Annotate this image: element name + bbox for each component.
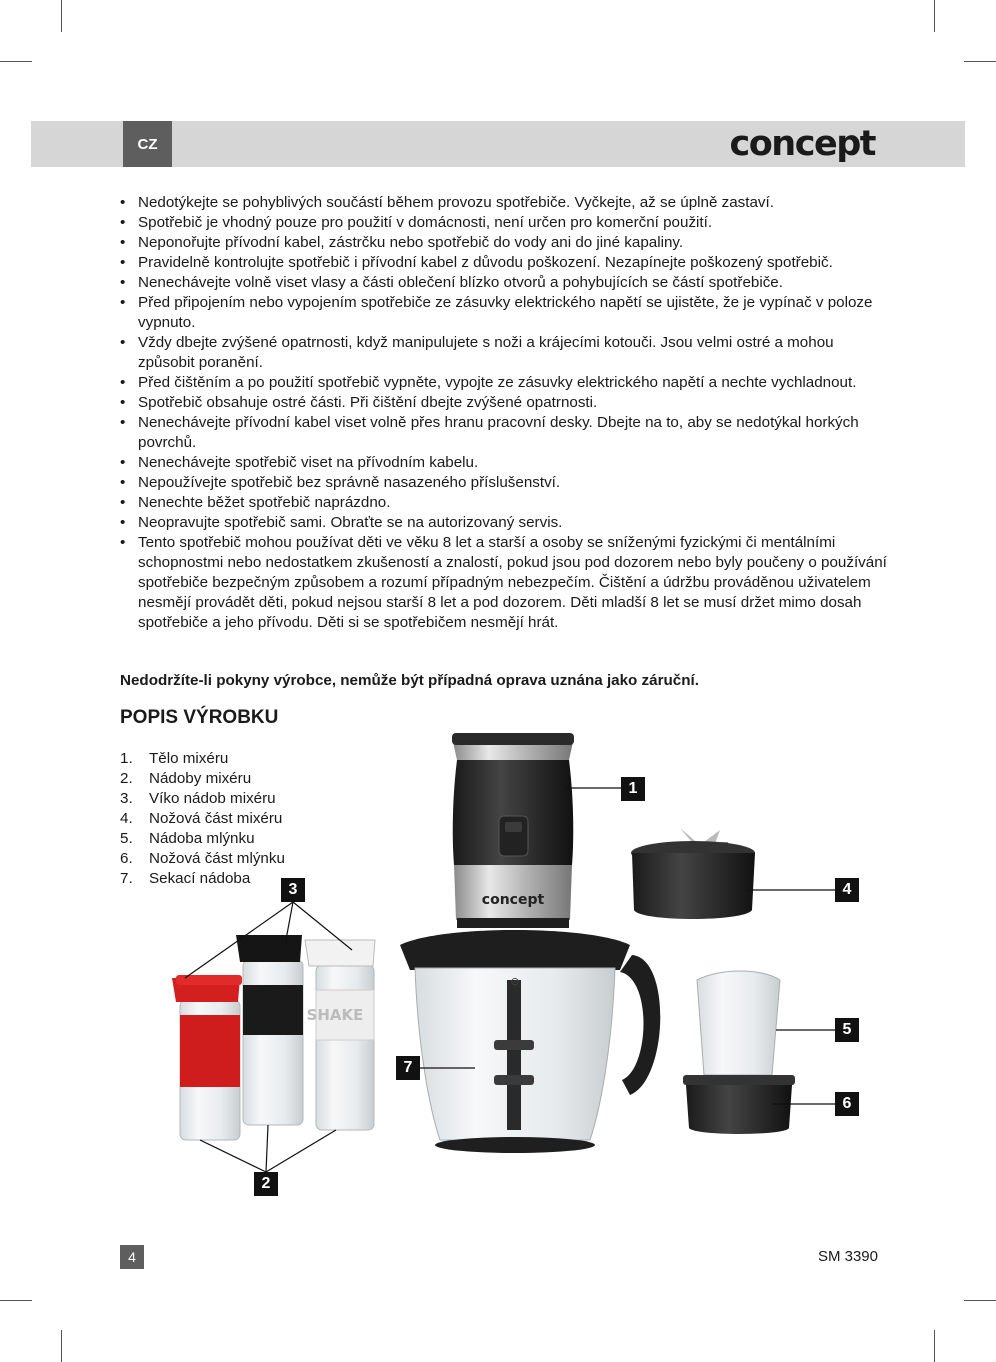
warning-item: • Nenechávejte spotřebič viset na přívodním kabelu. (118, 453, 888, 473)
warning-item: • Nenechávejte volně viset vlasy a části oblečení blízko otvorů a pohybujících se částí spotřebiče. (118, 273, 888, 293)
part-number: 4. (120, 810, 133, 827)
part-number: 7. (120, 870, 133, 887)
warning-item: • Nedotýkejte se pohyblivých součástí během provozu spotřebiče. Vyčkejte, až se úplně zastaví. (118, 193, 888, 213)
brand-logo: concept (729, 124, 875, 164)
bottle-text: SHAKE (306, 1006, 364, 1024)
part-number: 1. (120, 750, 133, 767)
warning-item: • Neopravujte spotřebič sami. Obraťte se na autorizovaný servis. (118, 513, 888, 533)
warning-item: • Pravidelně kontrolujte spotřebič i přívodní kabel z důvodu poškození. Nezapínejte poškozený spotřebič. (118, 253, 888, 273)
warning-item: • Neponořujte přívodní kabel, zástrčku nebo spotřebič do vody ani do jiné kapaliny. (118, 233, 888, 253)
warranty-notice: Nedodržíte-li pokyny výrobce, nemůže být případná oprava uznána jako záruční. (120, 672, 699, 689)
model-number: SM 3390 (817, 1248, 878, 1265)
part-number: 6. (120, 850, 133, 867)
chopping-bowl (400, 930, 660, 1153)
part-label: Víko nádob mixéru (149, 790, 276, 807)
part-number: 3. (120, 790, 133, 807)
callout-7: 7 (396, 1056, 420, 1080)
part-label: Nádoby mixéru (149, 770, 252, 787)
callout-5: 5 (835, 1018, 859, 1042)
callout-1: 1 (621, 777, 645, 801)
warning-item: • Nepoužívejte spotřebič bez správně nasazeného příslušenství. (118, 473, 888, 493)
page-number: 4 (120, 1245, 144, 1269)
part-number: 5. (120, 830, 133, 847)
warning-item: • Spotřebič je vhodný pouze pro použití v domácnosti, není určen pro komerční použití. (118, 213, 888, 233)
part-label: Nožová část mixéru (149, 810, 283, 827)
warning-item: • Spotřebič obsahuje ostré části. Při čištění dbejte zvýšené opatrnosti. (118, 393, 888, 413)
warning-item: • Před připojením nebo vypojením spotřebiče ze zásuvky elektrického napětí se ujistěte, že je vypínač v poloze vypnuto. (118, 293, 888, 333)
callout-2: 2 (254, 1172, 278, 1196)
part-label: Tělo mixéru (149, 750, 229, 767)
warning-item: • Před čištěním a po použití spotřebič vypněte, vypojte ze zásuvky elektrického napětí a nechte vychladnout. (118, 373, 888, 393)
warning-item: • Tento spotřebič mohou používat děti ve věku 8 let a starší a osoby se sníženými fyzickými či mentálními schopnostmi nebo nedostatkem zkušeností a znalostí, pokud jsou pod dozorem nebo byly poučeny o používání spotřebiče bezpečným způsobem a rozumí případným nebezpečím. Čištění a údržbu prováděnou uživatelem nesmějí provádět děti, pokud nejsou starší 8 let a pod dozorem. Děti mladší 8 let se musí držet mimo dosah spotřebiče a jeho přívodu. Děti si se spotřebičem nesmějí hrát. (118, 533, 888, 633)
warning-item: • Nenechávejte přívodní kabel viset volně přes hranu pracovní desky. Dbejte na to, aby se nedotýkal horkých povrchů. (118, 413, 888, 453)
language-tab: CZ (123, 121, 172, 167)
section-title: POPIS VÝROBKU (120, 707, 279, 728)
part-number: 2. (120, 770, 133, 787)
part-label: Nádoba mlýnku (149, 830, 255, 847)
warning-item: • Nenechte běžet spotřebič naprázdno. (118, 493, 888, 513)
part-label: Nožová část mlýnku (149, 850, 285, 867)
warning-item: • Vždy dbejte zvýšené opatrnosti, když manipulujete s noži a krájecími kotouči. Jsou velmi ostré a mohou způsobit poranění. (118, 333, 888, 373)
part-label: Sekací nádoba (149, 870, 251, 887)
callout-4: 4 (835, 878, 859, 902)
callout-3: 3 (281, 878, 305, 902)
grinder (683, 971, 795, 1134)
product-logo: concept (481, 892, 545, 908)
blender-body (452, 733, 574, 928)
callout-6: 6 (835, 1092, 859, 1116)
blade-unit (631, 828, 755, 919)
svg-text:⊙: ⊙ (510, 975, 520, 988)
